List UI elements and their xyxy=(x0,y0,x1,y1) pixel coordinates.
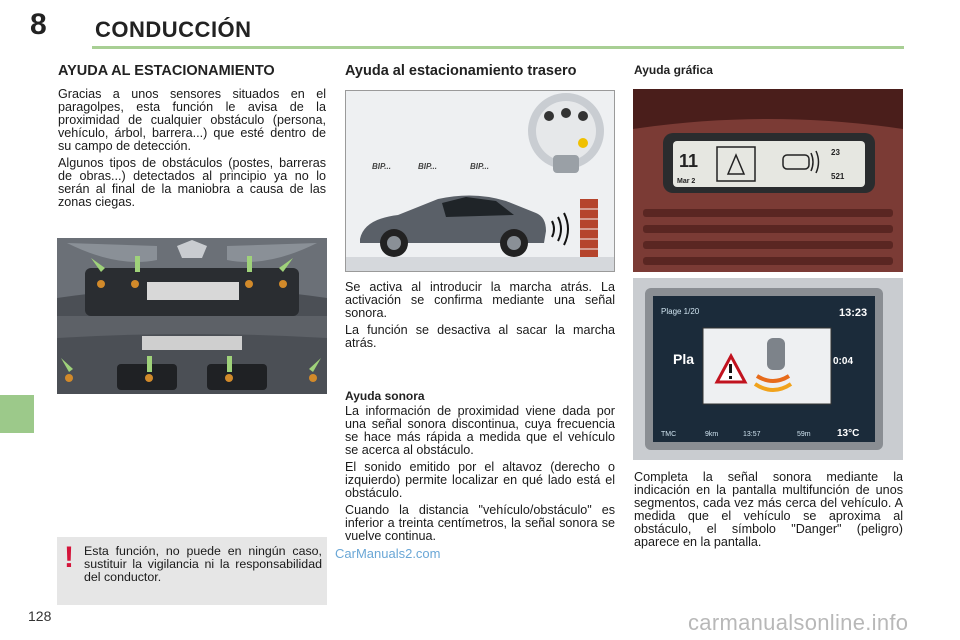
left-paragraph: Algunos tipos de obstáculos (postes, barreras de obras...) detectados al principio ya no lo serán al final de la maniobra a causa de las zonas ciegas. xyxy=(58,156,326,209)
display-temp: 23 xyxy=(831,148,840,157)
dashboard-display-photo xyxy=(633,89,903,272)
sound-paragraph: El sonido emitido por el altavoz (derecho o izquierdo) permite localizar en qué lado está el obstáculo. xyxy=(345,460,615,500)
multifunction-screen-illustration xyxy=(633,278,903,460)
left-column-text xyxy=(58,88,326,213)
bumper-illustration xyxy=(57,238,327,394)
screen-minutes: 59m xyxy=(797,431,811,438)
middle-paragraph: Se activa al introducir la marcha atrás. La activación se confirma mediante una señal sonora. xyxy=(345,280,615,320)
screen-clock: 13:23 xyxy=(839,307,868,319)
watermark-small: CarManuals2.com xyxy=(335,546,441,561)
warning-exclamation-icon: ! xyxy=(64,541,74,574)
section-title-rear-parking: Ayuda al estacionamiento trasero xyxy=(345,63,577,79)
beep-label: BIP... xyxy=(470,162,489,171)
beep-label: BIP... xyxy=(418,162,437,171)
middle-column-text xyxy=(345,281,615,354)
sound-aid-text xyxy=(345,405,615,547)
page-number: 128 xyxy=(28,608,52,624)
chapter-title: CONDUCCIÓN xyxy=(95,17,252,42)
section-title-parking-aid: AYUDA AL ESTACIONAMIENTO xyxy=(58,63,275,79)
display-odometer: 521 xyxy=(831,172,845,181)
watermark-large: carmanualsonline.info xyxy=(688,610,909,635)
screen-left-label: Pla xyxy=(673,351,695,367)
chapter-side-tab xyxy=(0,395,34,433)
right-paragraph: Completa la señal sonora mediante la indicación en la pantalla multifunción de unos segmentos, cada vez más cerca del vehículo. A medida que el vehículo se aproxima al obstáculo, el símbolo "Danger" (peligro) aparece en la pantalla. xyxy=(634,470,903,549)
warning-note-text: Esta función, no puede en ningún caso, sustituir la vigilancia ni la responsabilidad del conductor. xyxy=(84,544,322,584)
screen-source: Plage 1/20 xyxy=(661,307,700,316)
sound-paragraph: Cuando la distancia "vehículo/obstáculo" es inferior a treinta centímetros, la señal sonora se vuelve continua. xyxy=(345,503,615,543)
front-bumper-sensors-photo xyxy=(57,238,327,394)
subtitle-graphic-aid: Ayuda gráfica xyxy=(634,63,713,77)
header-rule xyxy=(92,46,904,49)
right-column-text xyxy=(634,471,903,553)
screen-km: 9km xyxy=(705,431,719,438)
left-paragraph: Gracias a unos sensores situados en el paragolpes, esta función le avisa de la proximidad de cualquier obstáculo (persona, vehículo, árbol, barrera...) que esté dentro de su campo de detección. xyxy=(58,87,326,153)
screen-time-shown: 0:04 xyxy=(833,356,854,367)
chapter-number: 8 xyxy=(30,8,47,41)
multifunction-screen-photo xyxy=(633,278,903,460)
display-date: Mar 2 xyxy=(677,178,696,185)
beep-label: BIP... xyxy=(372,162,391,171)
car-reversing-illustration xyxy=(346,91,614,271)
subtitle-sound-aid: Ayuda sonora xyxy=(345,389,425,403)
dashboard-display-illustration xyxy=(633,89,903,272)
display-time: 11 xyxy=(679,151,699,171)
sound-paragraph: La información de proximidad viene dada por una señal sonora discontinua, cuya frecuencia se hace más rápida a medida que el vehículo se acerca al obstáculo. xyxy=(345,404,615,457)
screen-temperature: 13°C xyxy=(837,428,860,439)
screen-tmc: TMC xyxy=(661,431,677,438)
rear-parking-illustration xyxy=(345,90,615,272)
screen-eta: 13:57 xyxy=(743,431,761,438)
middle-paragraph: La función se desactiva al sacar la marcha atrás. xyxy=(345,323,615,350)
